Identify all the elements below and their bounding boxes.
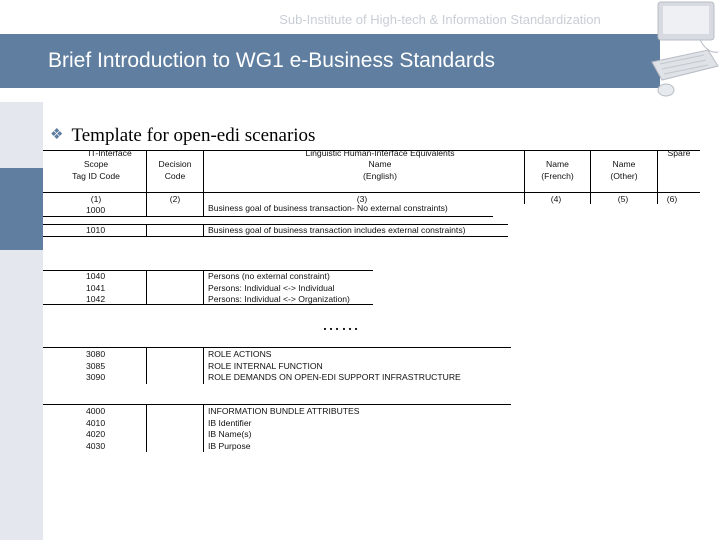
col-number: (4) bbox=[550, 194, 562, 204]
table-row-text: ROLE ACTIONS bbox=[208, 349, 272, 359]
title-bar bbox=[0, 34, 660, 88]
slide-title: Brief Introduction to WG1 e-Business Standards bbox=[48, 49, 496, 72]
header-other: (Other) bbox=[610, 171, 638, 181]
row-divider bbox=[146, 224, 147, 237]
table-row-text: IB Identifier bbox=[208, 418, 252, 428]
row-line bbox=[43, 347, 511, 348]
institute-subtitle: Sub-Institute of High-tech & Information Standardization bbox=[279, 12, 601, 27]
table-row-text: ROLE DEMANDS ON OPEN-EDI SUPPORT INFRASTRUCTURE bbox=[208, 372, 461, 382]
table-row-code: 3080 bbox=[86, 349, 106, 359]
table-row-code: 4010 bbox=[86, 418, 106, 428]
table-row-code: 1042 bbox=[86, 294, 106, 304]
col-divider bbox=[203, 150, 204, 204]
col-number: (2) bbox=[169, 194, 181, 204]
table-row-code: 3085 bbox=[86, 361, 106, 371]
section-heading bbox=[50, 125, 315, 147]
table-row-code: 4020 bbox=[86, 429, 106, 439]
row-divider bbox=[146, 404, 147, 452]
table-row-code: 3090 bbox=[86, 372, 106, 382]
row-line bbox=[43, 236, 508, 237]
header-tag-id-code: Tag ID Code bbox=[72, 171, 120, 181]
row-divider bbox=[146, 270, 147, 305]
row-line bbox=[43, 404, 511, 405]
table-row-text: Persons (no external constraint) bbox=[208, 271, 330, 281]
row-divider bbox=[203, 404, 204, 452]
col-number: (6) bbox=[666, 194, 678, 204]
table-row-text: Persons: Individual <-> Organization) bbox=[208, 294, 350, 304]
row-divider bbox=[203, 224, 204, 237]
header-divider-line bbox=[43, 192, 700, 193]
row-divider bbox=[203, 347, 204, 384]
col-number: (3) bbox=[356, 194, 368, 204]
col-number: (5) bbox=[617, 194, 629, 204]
diamond-bullet-icon: ❖ bbox=[50, 127, 64, 143]
computer-decoration-icon bbox=[648, 0, 720, 100]
table-row-code: 1000 bbox=[86, 205, 106, 215]
table-row-text: Business goal of business transaction- No external constraints) bbox=[208, 203, 448, 213]
header-scope: Scope bbox=[83, 159, 109, 169]
row-line bbox=[43, 216, 493, 217]
table-row-code: 1010 bbox=[86, 225, 106, 235]
table-row-text: Persons: Individual <-> Individual bbox=[208, 283, 335, 293]
col-number: (1) bbox=[90, 194, 102, 204]
table-row-text: ROLE INTERNAL FUNCTION bbox=[208, 361, 323, 371]
table-row-text: IB Purpose bbox=[208, 441, 251, 451]
sidebar-band bbox=[0, 168, 43, 250]
table-row-text: Business goal of business transaction includes external constraints) bbox=[208, 225, 466, 235]
row-divider bbox=[146, 347, 147, 384]
header-name-other: Name bbox=[612, 159, 636, 169]
continuation-ellipsis: …… bbox=[322, 314, 360, 334]
table-row-text: INFORMATION BUNDLE ATTRIBUTES bbox=[208, 406, 360, 416]
header-linguistic: Linguistic Human-Interface Equivalents bbox=[305, 148, 455, 158]
header-code: Code bbox=[164, 171, 186, 181]
section-heading-text: Template for open-edi scenarios bbox=[71, 125, 316, 146]
row-divider bbox=[203, 270, 204, 305]
header-french: (French) bbox=[541, 171, 574, 181]
slide-header bbox=[0, 0, 720, 102]
header-name-english: Name bbox=[368, 159, 392, 169]
table-row-code: 1041 bbox=[86, 283, 106, 293]
table-row-code: 4030 bbox=[86, 441, 106, 451]
header-decision: Decision bbox=[158, 159, 192, 169]
table-row-code: 4000 bbox=[86, 406, 106, 416]
table-row-code: 1040 bbox=[86, 271, 106, 281]
header-spare: Spare bbox=[667, 148, 691, 158]
row-line bbox=[43, 304, 373, 305]
header-english: (English) bbox=[363, 171, 397, 181]
table-row-text: IB Name(s) bbox=[208, 429, 252, 439]
header-name-french: Name bbox=[546, 159, 569, 169]
header-it-interface: IT-Interface bbox=[88, 148, 132, 158]
